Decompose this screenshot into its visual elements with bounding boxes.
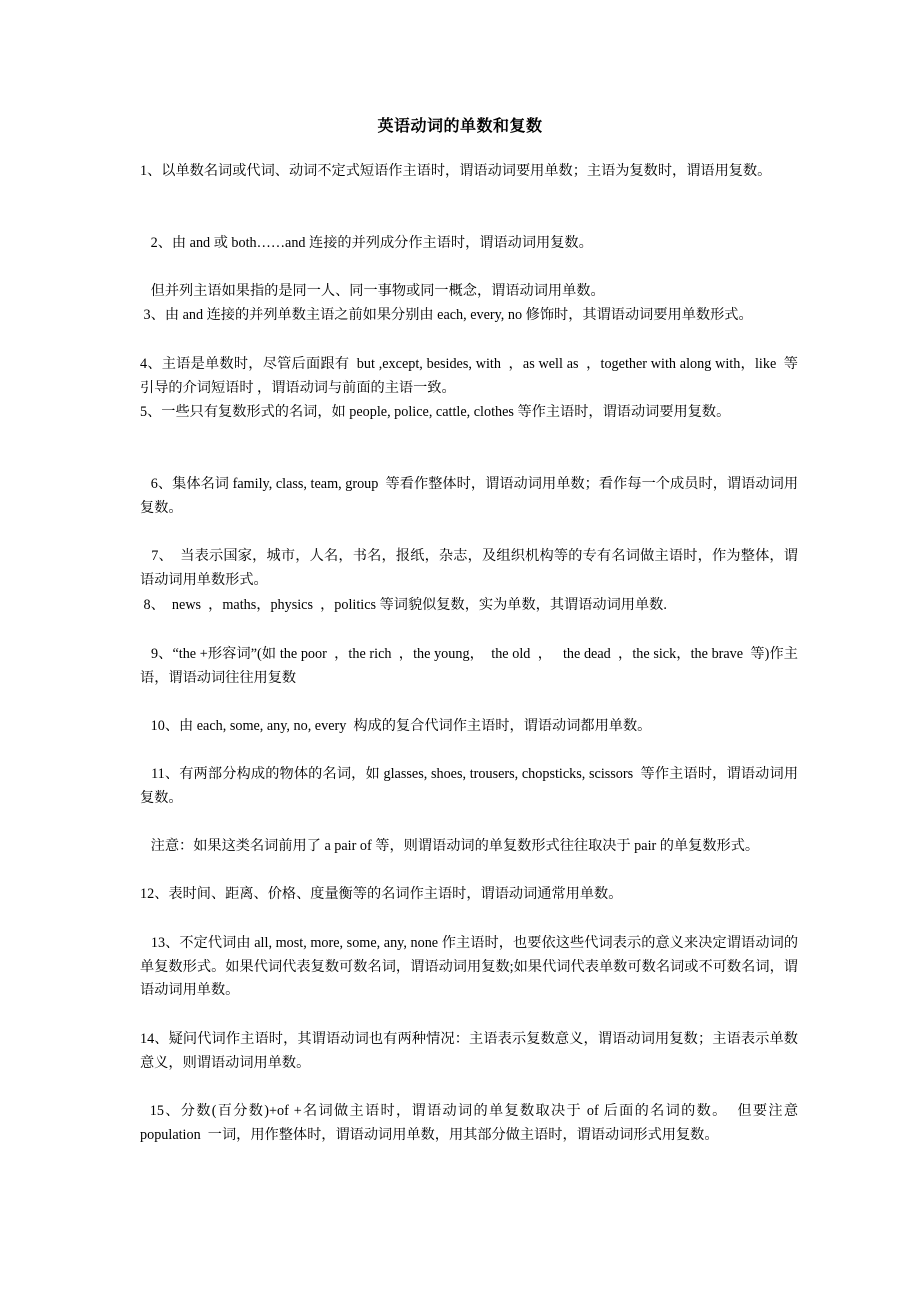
rule-paragraph-3: 3、由 and 连接的并列单数主语之前如果分别由 each, every, no 修饰时，其谓语动词要用单数形式。	[140, 307, 753, 323]
rule-paragraph-7: 7、 当表示国家，城市，人名，书名，报纸，杂志，及组织机构等的专有名词做主语时，作为整体，谓语动词用单数形式。	[140, 548, 798, 588]
rule-paragraph-11: 11、有两部分构成的物体的名词，如 glasses, shoes, trousers, chopsticks, scissors 等作主语时，谓语动词用复数。	[140, 766, 799, 806]
rule-paragraph-12: 12、表时间、距离、价格、度量衡等的名词作主语时，谓语动词通常用单数。	[140, 886, 623, 902]
rule-paragraph-14: 14、疑问代词作主语时，其谓语动词也有两种情况：主语表示复数意义，谓语动词用复数；主语表示单数意义，则谓语动词用单数。	[140, 1031, 798, 1071]
rule-paragraph-4: 4、主语是单数时，尽管后面跟有 but ,except, besides, with ，as well as ，together with along with，like 等引导的介词短语时 ，谓语动词与前面的主语一致。	[140, 356, 798, 396]
rule-paragraph-13: 13、不定代词由 all, most, more, some, any, none 作主语时，也要依这些代词表示的意义来决定谓语动词的单复数形式。如果代词代表复数可数名词，谓语动词用复数;如果代词代表单数可数名词或不可数名词，谓语动词用单数。	[140, 935, 799, 998]
rule-paragraph-2: 2、由 and 或 both……and 连接的并列成分作主语时，谓语动词用复数。	[140, 235, 593, 251]
rule-paragraph-8: 8、 news ，maths，physics ，politics 等词貌似复数，实为单数，其谓语动词用单数.	[140, 597, 667, 613]
rule-paragraph-9: 9、“the +形容词”(如 the poor ，the rich ，the young， the old ， the dead ，the sick，the brave 等)作主语，谓语动词往往用复数	[140, 646, 798, 686]
rule-paragraph-11-note: 注意：如果这类名词前用了 a pair of 等，则谓语动词的单复数形式往往取决于 pair 的单复数形式。	[140, 838, 760, 854]
rule-paragraph-1: 1、以单数名词或代词、动词不定式短语作主语时，谓语动词要用单数；主语为复数时，谓语用复数。	[140, 163, 772, 179]
rule-paragraph-10: 10、由 each, some, any, no, every 构成的复合代词作主语时，谓语动词都用单数。	[140, 718, 652, 734]
rule-paragraph-15: 15、分数(百分数)+of +名词做主语时，谓语动词的单复数取决于 of 后面的名词的数。 但要注意 population 一词，用作整体时，谓语动词用单数，用其部分做主语时，谓语动词形式用复数。	[140, 1103, 802, 1143]
rule-paragraph-6: 6、集体名词 family, class, team, group 等看作整体时，谓语动词用单数；看作每一个成员时，谓语动词用复数。	[140, 476, 799, 516]
document-title: 英语动词的单数和复数	[377, 116, 543, 135]
rule-paragraph-2-note: 但并列主语如果指的是同一人、同一事物或同一概念，谓语动词用单数。	[140, 283, 605, 299]
rule-paragraph-5: 5、一些只有复数形式的名词，如 people, police, cattle, clothes 等作主语时，谓语动词要用复数。	[140, 404, 731, 420]
